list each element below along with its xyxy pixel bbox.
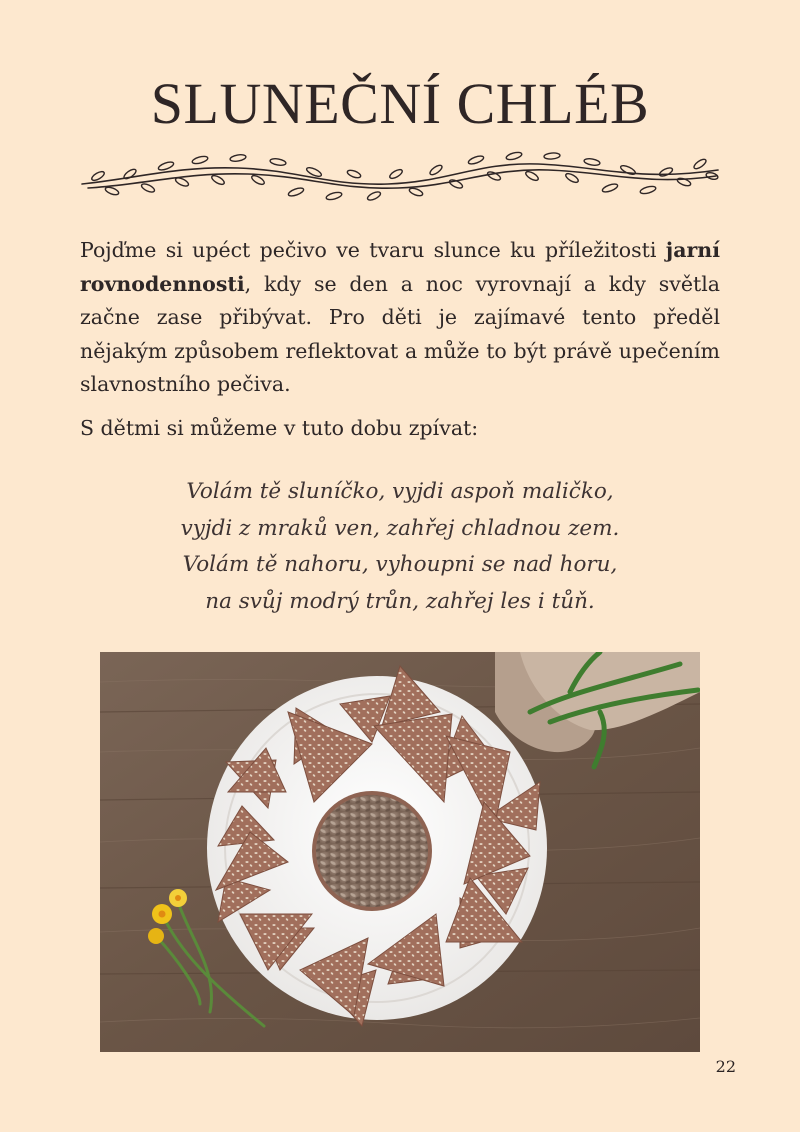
page-number: 22 xyxy=(715,1057,736,1076)
paragraph-part-2: , kdy se den a noc vyrovnají a kdy světla začne zase přibývat. Pro děti je zajímavé tento předěl nějakým způsobem reflektovat a může to být právě upečením slavnostního pečiva. xyxy=(80,271,720,396)
leafy-vine-divider-icon xyxy=(78,148,722,204)
poem-line: Volám tě nahoru, vyhoupni se nad horu, xyxy=(182,552,618,577)
paragraph-bold-term: jarní rovnodennosti xyxy=(80,238,720,296)
poem-line: na svůj modrý trůn, zahřej les i tůň. xyxy=(205,588,595,614)
poem xyxy=(0,474,800,620)
poem-line: vyjdi z mraků ven, zahřej chladnou zem. xyxy=(180,515,620,541)
page-title: SLUNEČNÍ CHLÉB xyxy=(150,71,650,136)
paragraph-part-1: Pojďme si upéct pečivo ve tvaru slunce ku příležitosti xyxy=(80,238,666,262)
intro-paragraph xyxy=(80,234,720,402)
song-intro-line: S dětmi si můžeme v tuto dobu zpívat: xyxy=(80,416,479,440)
poem-line: Volám tě sluníčko, vyjdi aspoň maličko, xyxy=(186,479,614,504)
sun-shaped-bread-photo xyxy=(100,652,700,1052)
bread-photo-illustration xyxy=(100,652,700,1052)
